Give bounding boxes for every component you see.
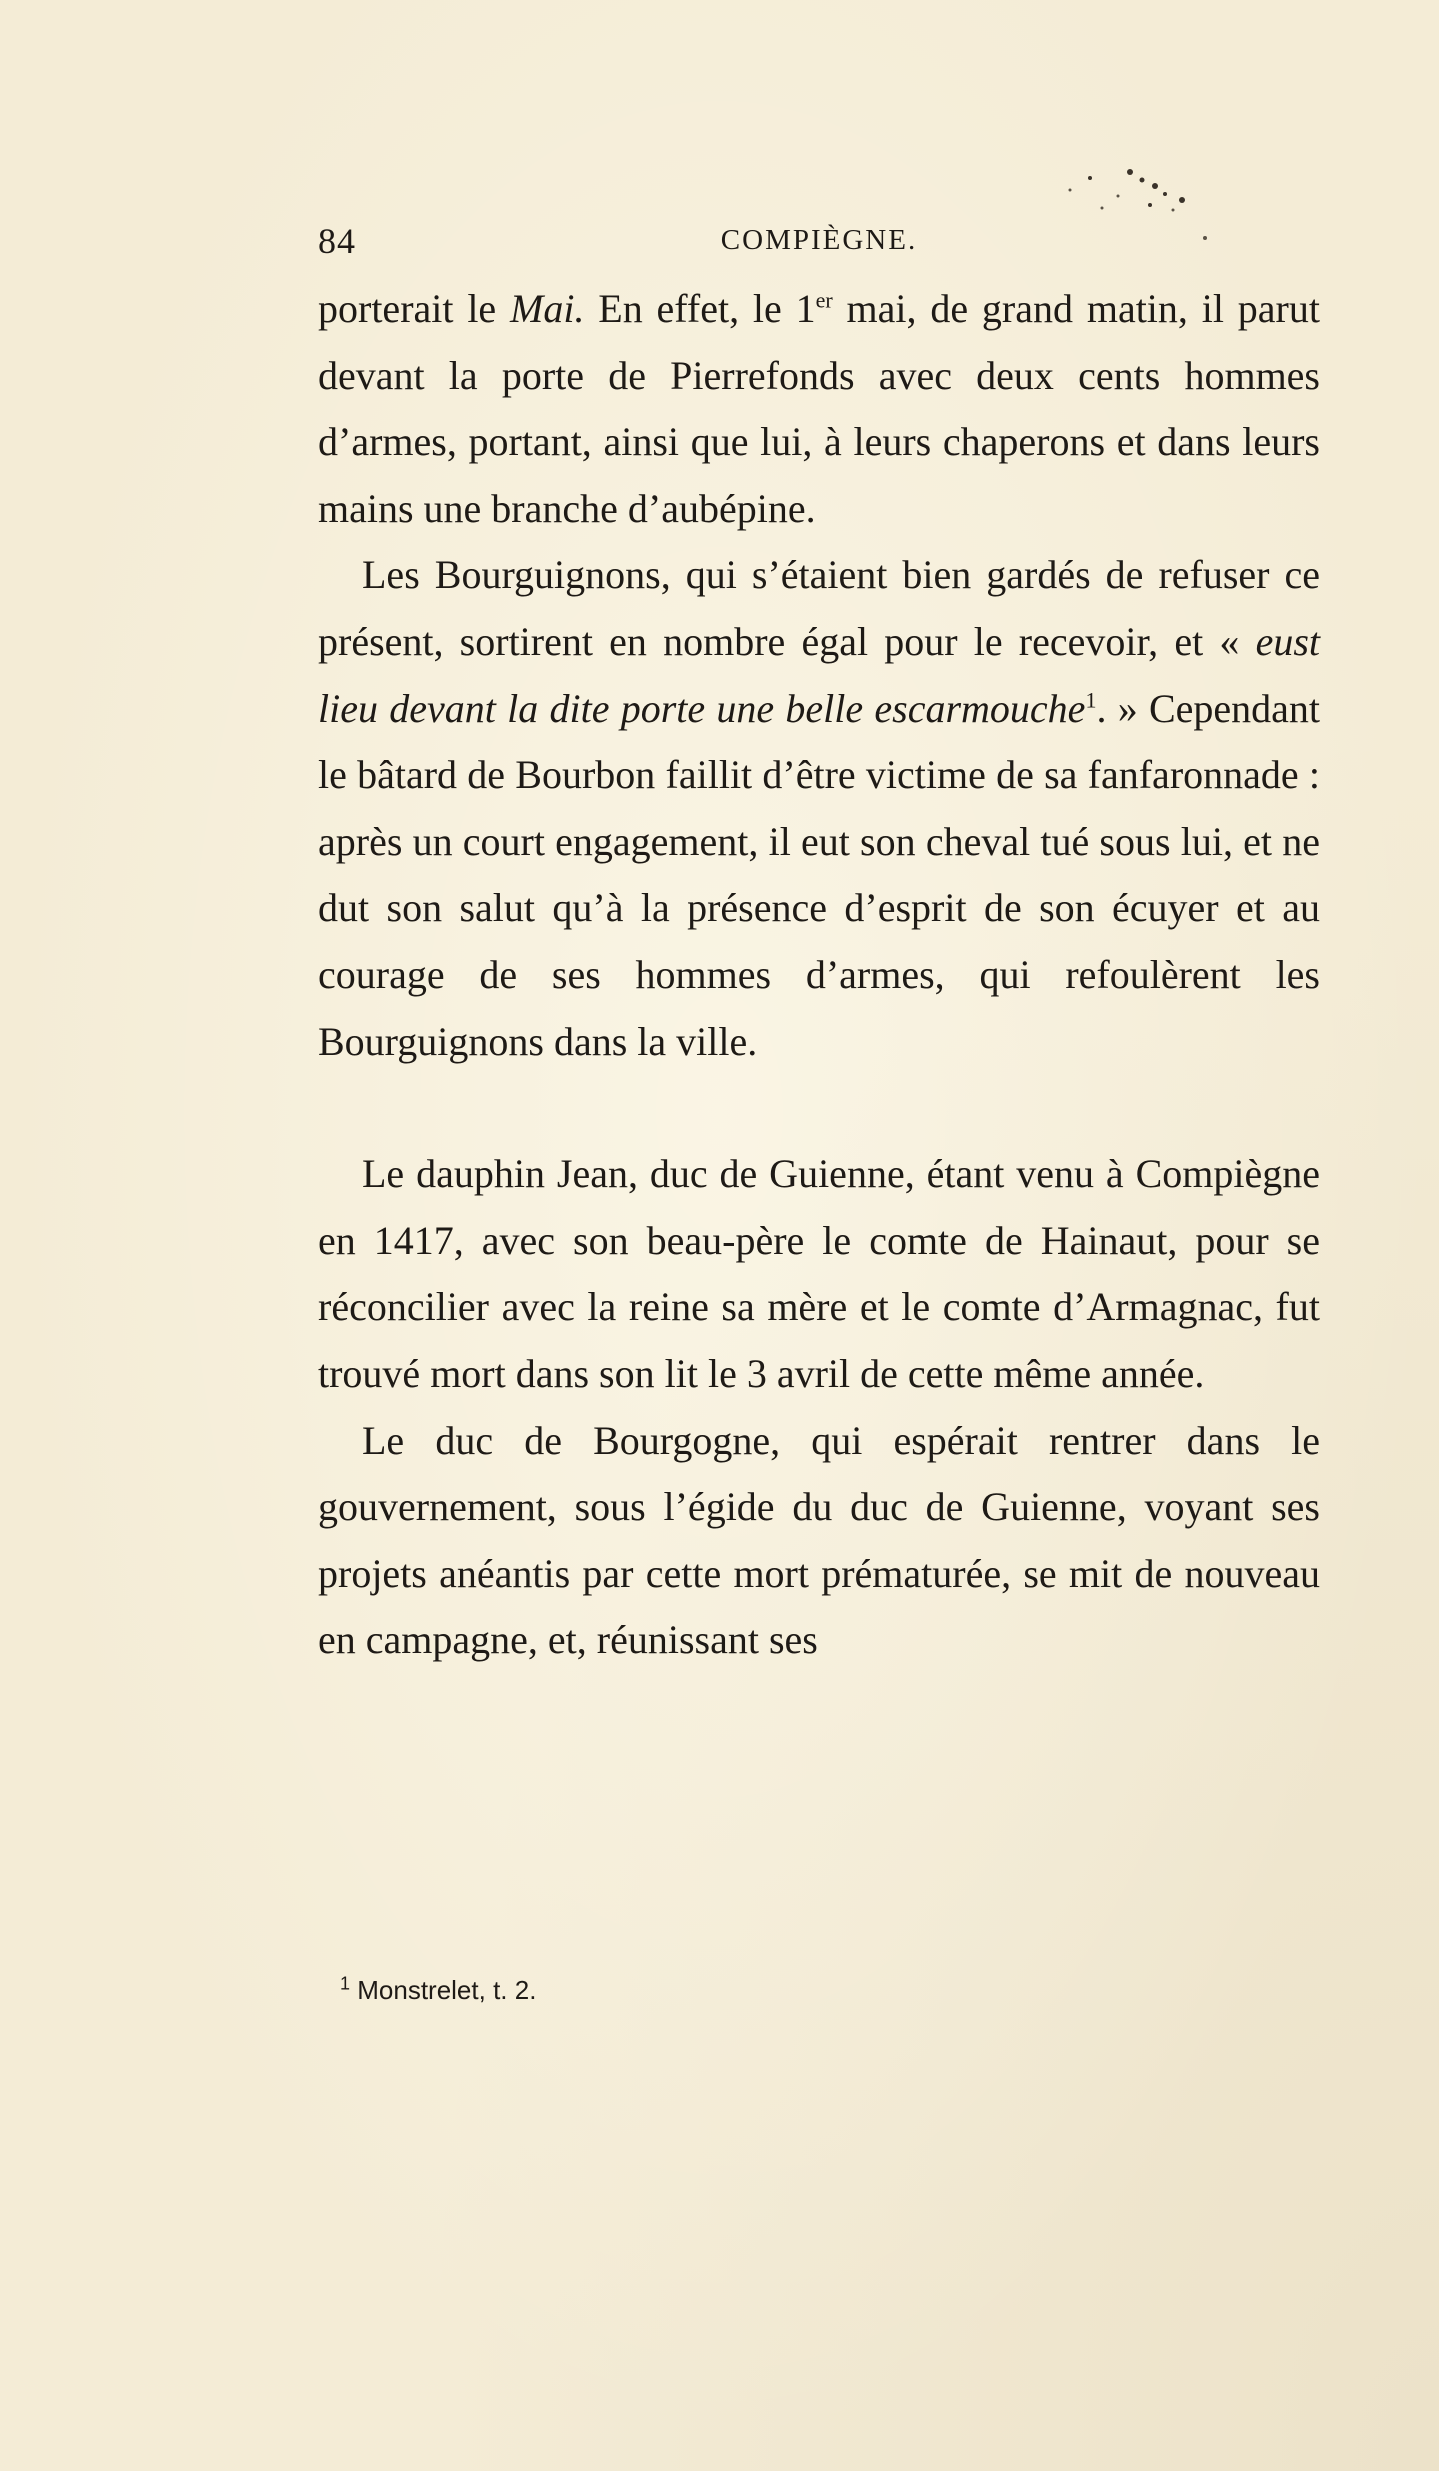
paragraph-4: Le duc de Bourgogne, qui espérait rentrer dans le gouvernement, sous l’égide du duc de Guienne, voyant ses projets anéantis par cette mort prématurée, se mit de nouveau en campagne, et, réunissant ses <box>318 1417 1320 1663</box>
body-text <box>318 276 1320 1674</box>
footnote-ref[interactable]: 1 <box>1085 687 1097 713</box>
paragraph-1 <box>318 276 1320 542</box>
section-gap <box>318 1075 1320 1141</box>
p2-quote-italic: eust lieu devant la dite porte une belle escarmouche <box>318 618 1320 731</box>
page-number: 84 <box>318 221 356 261</box>
p1-mai-italic: Mai. <box>510 286 585 331</box>
p1-text-b: En effet, le <box>584 286 796 331</box>
paragraph-3: Le dauphin Jean, duc de Guienne, étant venu à Compiègne en 1417, avec son beau-père le comte de Hainaut, pour se réconcilier avec la reine sa mère et le comte d’Armagnac, fut trouvé mort dans son lit le 3 avril de cette même année. <box>318 1151 1320 1396</box>
p1-date-number: 1 <box>795 286 816 331</box>
footnote <box>340 1975 536 2006</box>
footnote-marker: 1 <box>340 1973 351 1994</box>
p1-date-suffix: er <box>815 287 833 313</box>
paragraph-2 <box>318 542 1320 1075</box>
running-head <box>318 220 1320 260</box>
running-title: COMPIÈGNE. <box>720 224 918 256</box>
p2-text-b: . » Cependant le bâtard de Bourbon faillit d’être victime de sa fanfaronnade : après un court engagement, il eut son cheval tué sous lui, et ne dut son salut qu’à la présence d’esprit de son écuyer et au courage de ses hommes d’armes, qui refoulèrent les Bourguignons dans la ville. <box>318 685 1320 1064</box>
p2-text-a: Les Bourguignons, qui s’étaient bien gardés de refuser ce présent, sortirent en nombre égal pour le recevoir, et « <box>318 552 1320 664</box>
footnote-text: Monstrelet, t. 2. <box>350 1975 537 2005</box>
p1-text-a: porterait le <box>318 286 511 331</box>
p1-text-c: mai, de grand matin, il parut devant la porte de Pierrefonds avec deux cents hommes d’armes, portant, ainsi que lui, à leurs chaperons et dans leurs mains une branche d’aubépine. <box>318 286 1320 531</box>
